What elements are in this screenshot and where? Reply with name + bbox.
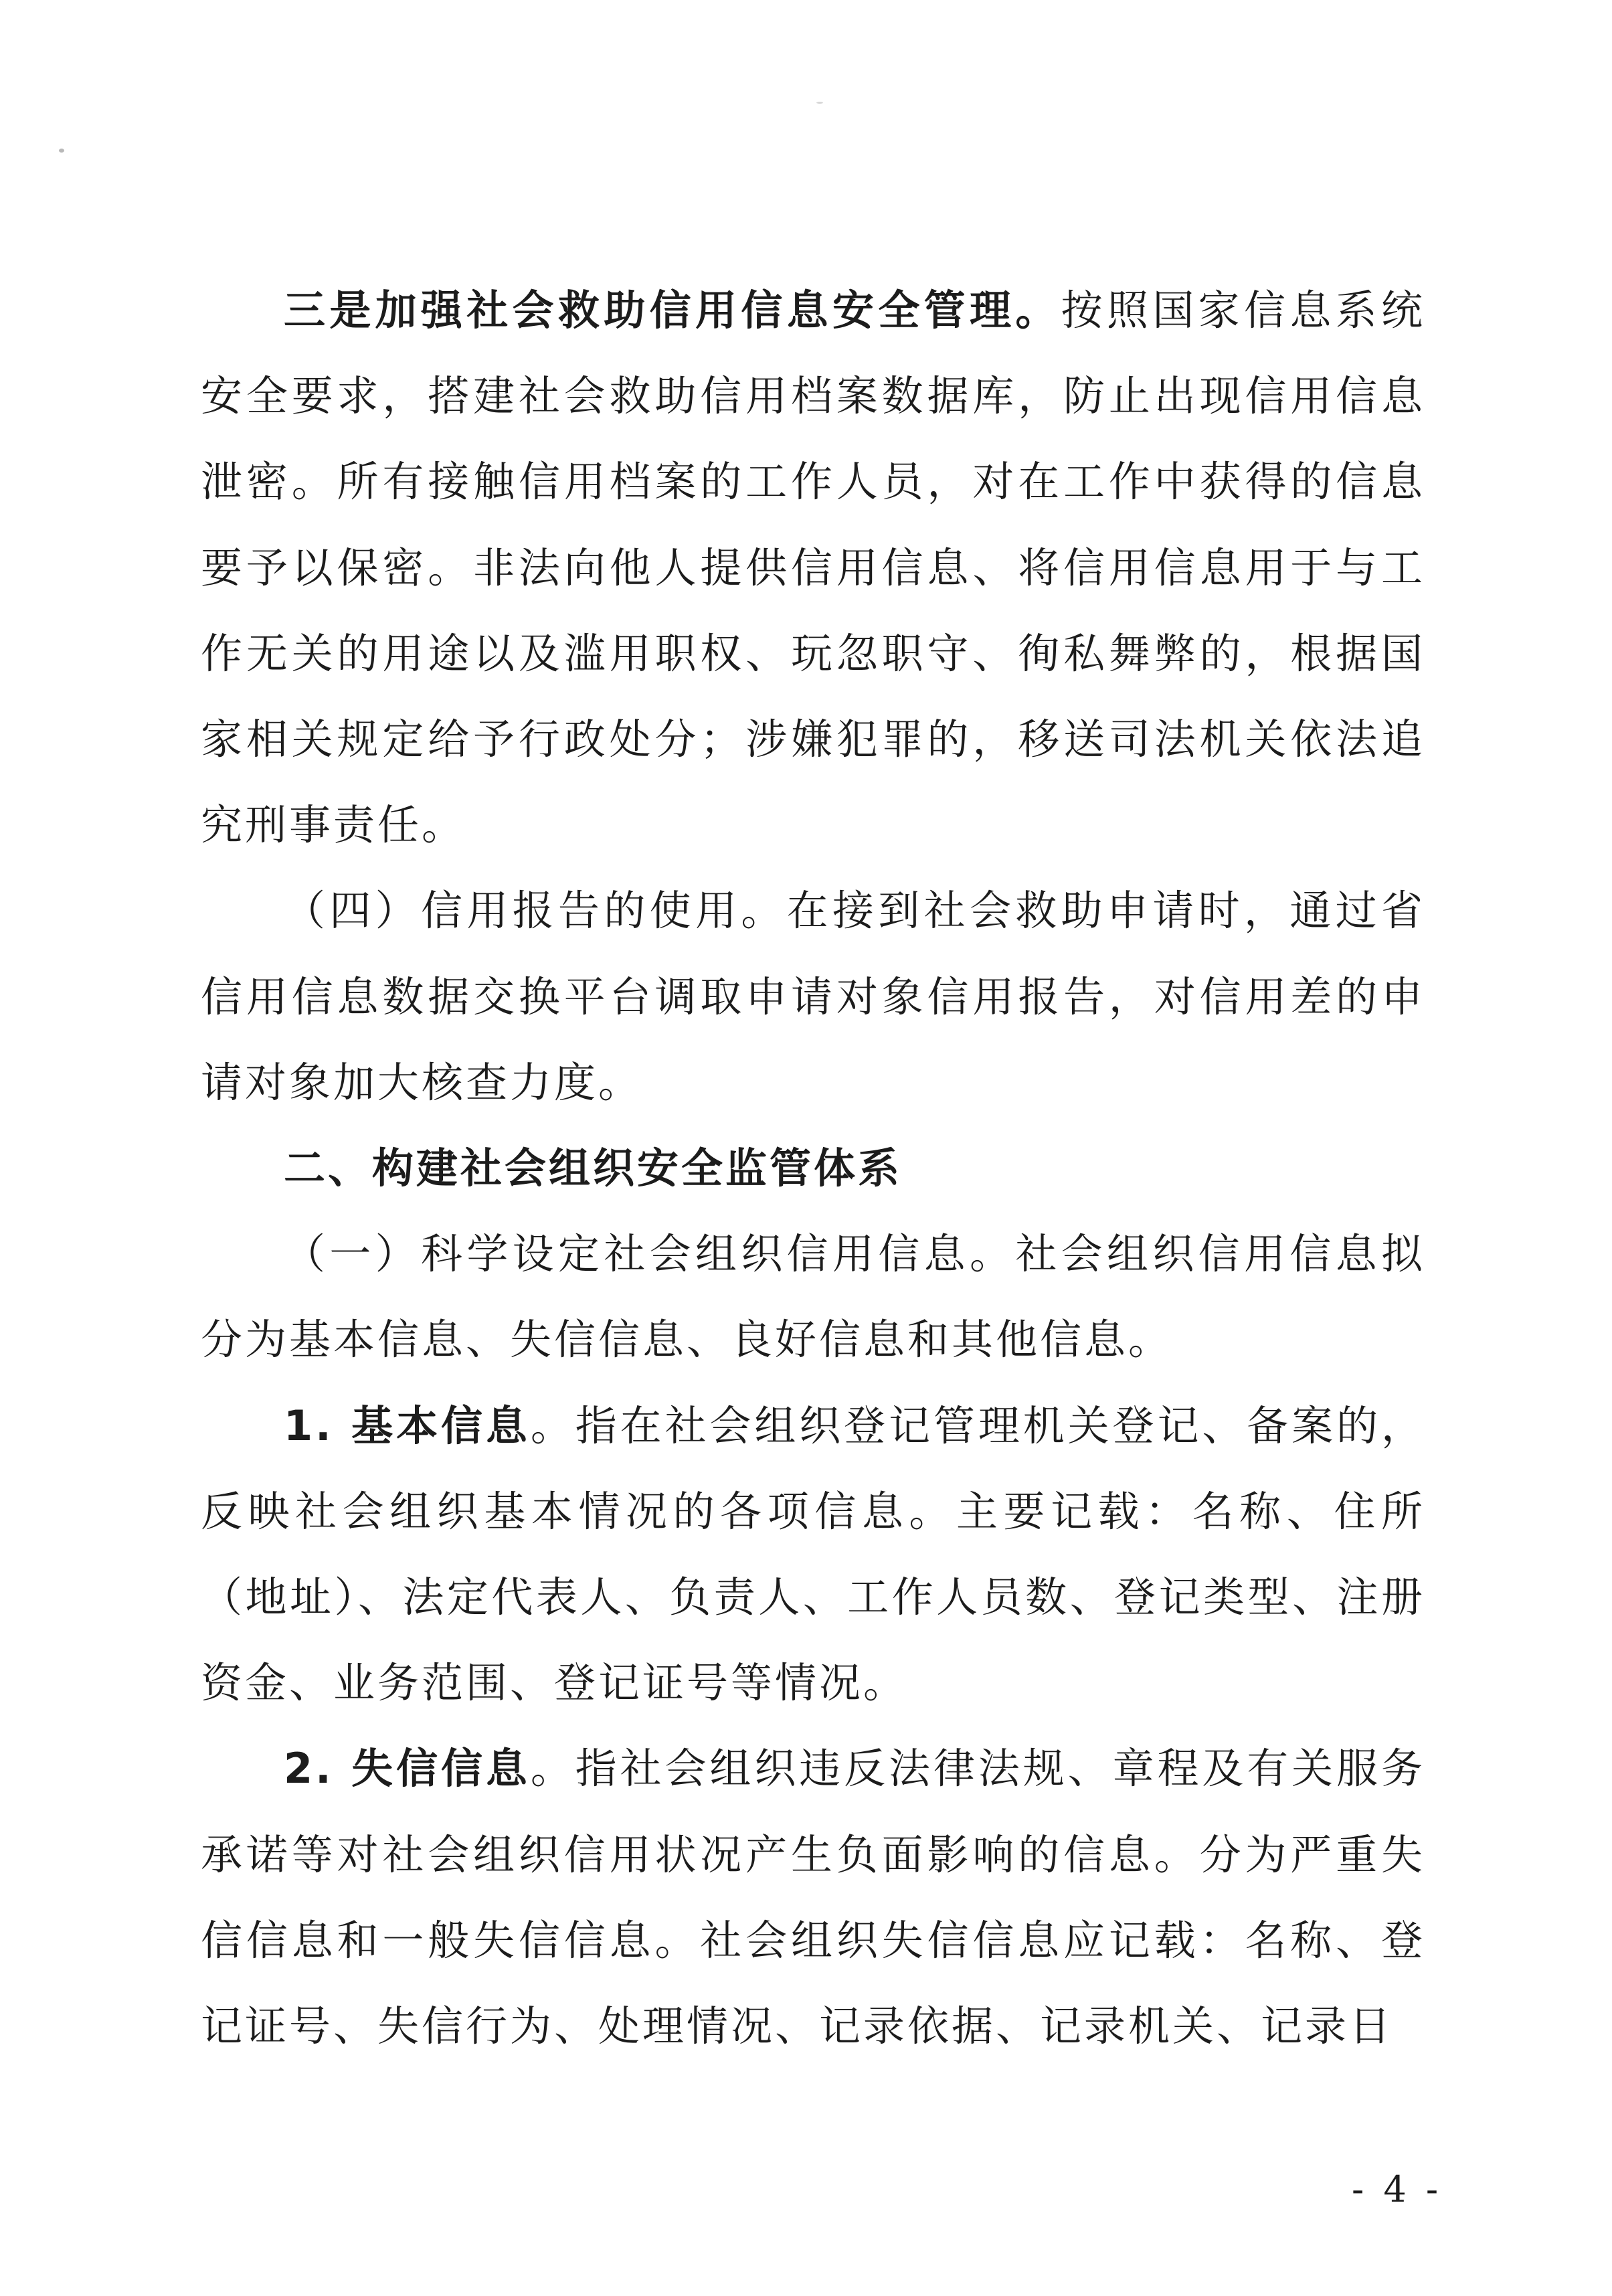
scan-speck bbox=[816, 102, 823, 104]
paragraph-org-credit-info bbox=[201, 1211, 1425, 1383]
section-heading: 二、构建社会组织安全监管体系 bbox=[284, 1144, 903, 1193]
paragraph-text: 。指在社会组织登记管理机关登记、备案的，反映社会组织基本情况的各项信息。主要记载：名称、住所（地址）、法定代表人、负责人、工作人员数、登记类型、注册资金、业务范围、登记证号等情况。 bbox=[201, 1401, 1425, 1708]
paragraph-lead: （一）科学设定社会组织信用信息。 bbox=[284, 1229, 1016, 1279]
paragraph-lead: 2. 失信信息 bbox=[284, 1744, 531, 1793]
scan-speck bbox=[59, 149, 64, 153]
paragraph-dishonest-info bbox=[201, 1726, 1425, 2069]
paragraph-lead: 三是加强社会救助信用信息安全管理。 bbox=[284, 286, 1061, 335]
paragraph-lead: （四）信用报告的使用。 bbox=[284, 886, 787, 936]
paragraph-text: 社会组织信用信息拟分为基本信息、失信信息、良好信息和其他信息。 bbox=[201, 1229, 1425, 1364]
paragraph-credit-security bbox=[201, 268, 1425, 868]
paragraph-text: 按照国家信息系统安全要求，搭建社会救助信用档案数据库，防止出现信用信息泄密。所有接触信用档案的工作人员，对在工作中获得的信息要予以保密。非法向他人提供信用信息、将信用信息用于与工作无关的用途以及滥用职权、玩忽职守、徇私舞弊的，根据国家相关规定给予行政处分；涉嫌犯罪的，移送司法机关依法追究刑事责任。 bbox=[201, 286, 1425, 850]
document-body bbox=[201, 268, 1425, 2069]
paragraph-credit-report bbox=[201, 868, 1425, 1126]
page-number: - 4 - bbox=[1352, 2168, 1443, 2210]
paragraph-text: 在接到社会救助申请时，通过省信用信息数据交换平台调取申请对象信用报告，对信用差的申请对象加大核查力度。 bbox=[201, 886, 1425, 1107]
paragraph-text: 。指社会组织违反法律法规、章程及有关服务承诺等对社会组织信用状况产生负面影响的信息。分为严重失信信息和一般失信信息。社会组织失信信息应记载：名称、登记证号、失信行为、处理情况、记录依据、记录机关、记录日 bbox=[201, 1744, 1425, 2051]
paragraph-basic-info bbox=[201, 1383, 1425, 1727]
paragraph-lead: 1. 基本信息 bbox=[284, 1401, 531, 1450]
